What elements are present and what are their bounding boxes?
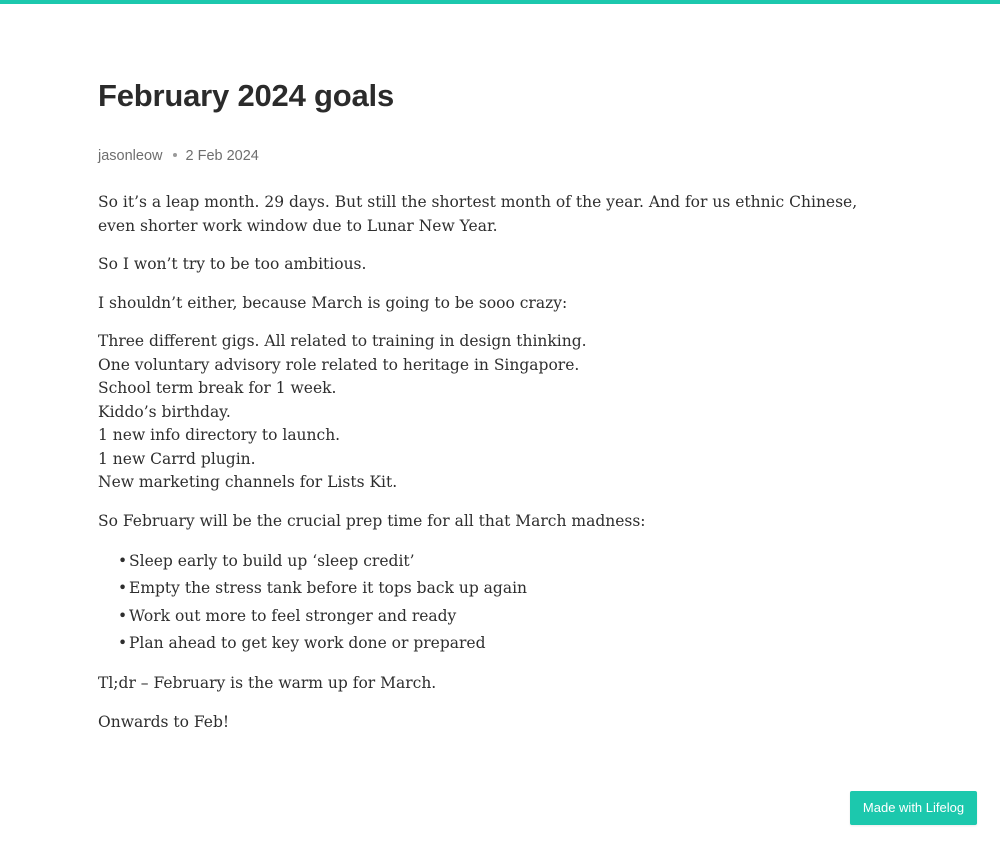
paragraph: Onwards to Feb!	[98, 712, 230, 731]
made-with-lifelog-button[interactable]: Made with Lifelog	[850, 791, 977, 825]
bullet-icon: •	[118, 633, 128, 652]
paragraph: So it’s a leap month. 29 days. But still the shortest month of the year. And for us ethnic Chinese, even shorter work window due to Lunar New Year.	[98, 193, 858, 235]
march-line: One voluntary advisory role related to heritage in Singapore.	[98, 355, 580, 374]
list-item	[118, 630, 868, 657]
goal-text: Work out more to feel stronger and ready	[129, 606, 457, 625]
goal-text: Empty the stress tank before it tops back up again	[129, 579, 528, 598]
march-list	[98, 330, 868, 495]
march-line: School term break for 1 week.	[98, 379, 337, 397]
paragraph: I shouldn’t either, because March is going to be sooo crazy:	[98, 293, 568, 312]
march-line: 1 new info directory to launch.	[98, 426, 341, 444]
paragraph: Tl;dr – February is the warm up for March.	[98, 674, 437, 693]
list-item	[118, 603, 868, 630]
page-title: February 2024 goals	[98, 78, 395, 113]
bullet-icon: •	[118, 552, 128, 570]
author-link[interactable]: jasonleow	[98, 148, 163, 164]
meta-separator-dot	[173, 153, 177, 157]
post-meta	[98, 147, 259, 165]
paragraph: So February will be the crucial prep time for all that March madness:	[98, 511, 646, 530]
top-accent-bar	[0, 0, 1000, 4]
post-date: 2 Feb 2024	[185, 148, 259, 164]
march-line: Kiddo’s birthday.	[98, 402, 231, 421]
goals-list	[98, 548, 868, 657]
bullet-icon: •	[118, 606, 128, 625]
march-line: 1 new Carrd plugin.	[98, 449, 256, 468]
paragraph: So I won’t try to be too ambitious.	[98, 255, 367, 273]
march-line: Three different gigs. All related to training in design thinking.	[98, 332, 587, 350]
goal-text: Sleep early to build up ‘sleep credit’	[129, 552, 415, 570]
list-item	[118, 575, 868, 602]
bullet-icon: •	[118, 579, 128, 598]
post-body	[98, 191, 868, 749]
march-line: New marketing channels for Lists Kit.	[98, 473, 398, 491]
goal-text: Plan ahead to get key work done or prepared	[129, 633, 486, 652]
list-item	[118, 548, 868, 575]
